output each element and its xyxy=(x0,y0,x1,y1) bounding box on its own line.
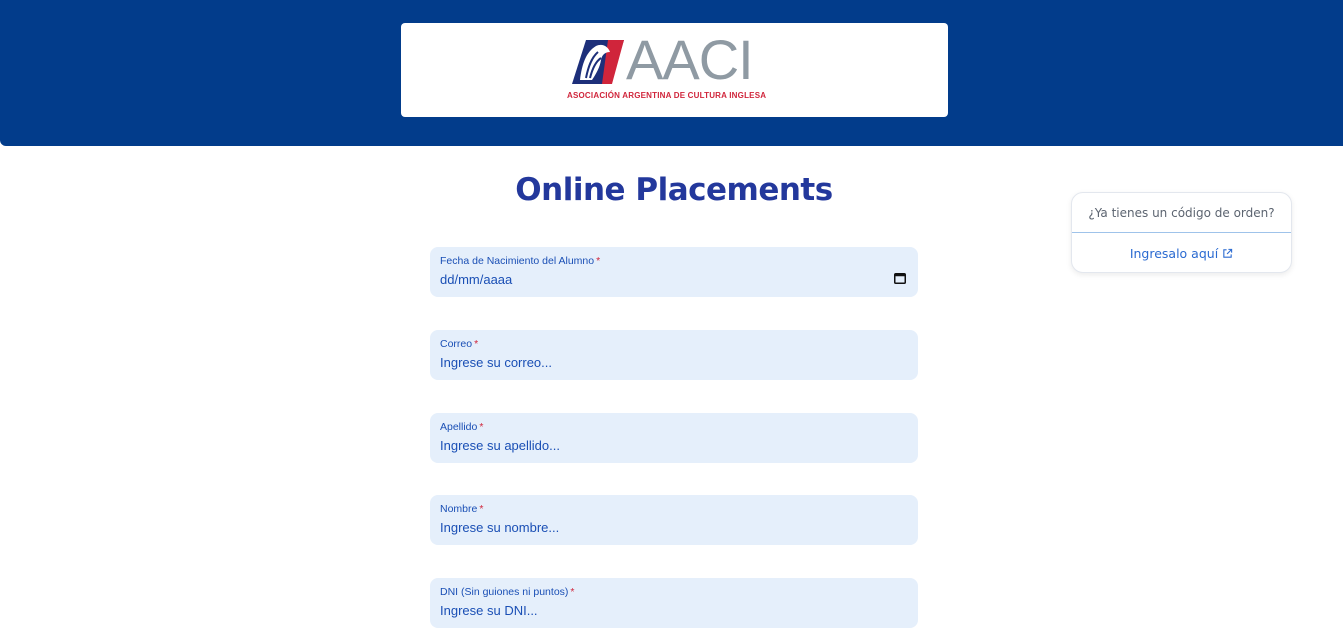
order-code-link-label[interactable]: Ingresalo aquí xyxy=(1129,246,1219,261)
logo-subtitle: ASOCIACIÓN ARGENTINA DE CULTURA INGLESA xyxy=(567,91,767,100)
site-header xyxy=(0,0,1343,146)
lastname-input[interactable]: Ingrese su apellido... xyxy=(440,438,560,453)
page-title: Online Placements xyxy=(515,172,833,208)
external-link-icon[interactable] xyxy=(1222,248,1233,259)
logo-text: AACI xyxy=(626,28,753,91)
email-input[interactable]: Ingrese su correo... xyxy=(440,355,552,370)
dni-input[interactable]: Ingrese su DNI... xyxy=(440,603,538,618)
dni-field[interactable] xyxy=(430,578,918,628)
firstname-field[interactable] xyxy=(430,495,918,545)
lastname-label: Apellido * xyxy=(440,421,484,433)
order-code-link[interactable] xyxy=(1072,234,1291,274)
birthdate-label: Fecha de Nacimiento del Alumno * xyxy=(440,255,601,267)
birthdate-field[interactable] xyxy=(430,247,918,297)
order-code-question: ¿Ya tienes un código de orden? xyxy=(1072,193,1291,233)
firstname-input[interactable]: Ingrese su nombre... xyxy=(440,520,560,535)
calendar-icon[interactable] xyxy=(894,272,906,284)
firstname-label: Nombre * xyxy=(440,503,484,515)
dni-label: DNI (Sin guiones ni puntos) * xyxy=(440,586,575,598)
email-label: Correo * xyxy=(440,338,479,350)
lastname-field[interactable] xyxy=(430,413,918,463)
order-code-card xyxy=(1071,192,1292,273)
email-field[interactable] xyxy=(430,330,918,380)
lion-logo-icon xyxy=(572,40,624,84)
birthdate-input[interactable]: dd/mm/aaaa xyxy=(440,272,513,287)
